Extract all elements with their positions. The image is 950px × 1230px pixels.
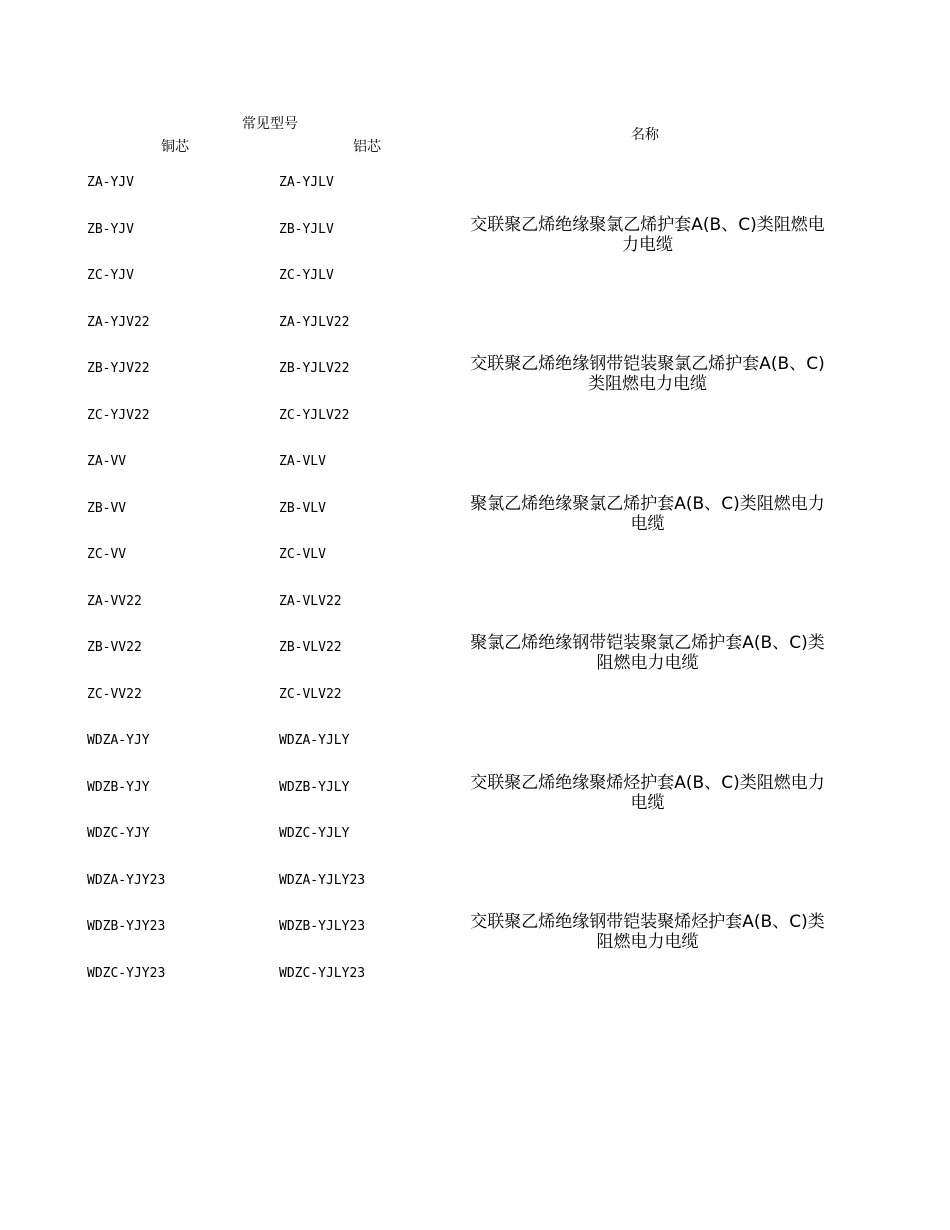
aluminum-model: WDZA-YJLY (279, 733, 350, 748)
aluminum-model: ZB-YJLV22 (279, 361, 350, 376)
copper-model: WDZA-YJY23 (87, 872, 166, 888)
aluminum-model: ZB-VLV (279, 500, 326, 516)
copper-model: ZC-VV22 (87, 686, 142, 702)
table-row (0, 770, 460, 817)
name-group (465, 444, 830, 584)
copper-model: ZA-VV22 (87, 593, 142, 609)
cable-name: 交联聚乙烯绝缘钢带铠装聚烯烃护套A(B、C)类阻燃电力电缆 (470, 912, 825, 953)
cable-name: 交联聚乙烯绝缘钢带铠装聚氯乙烯护套A(B、C)类阻燃电力电缆 (470, 354, 825, 395)
name-group (465, 305, 830, 445)
aluminum-model: ZA-VLV (279, 454, 326, 469)
aluminum-model: ZB-VLV22 (279, 640, 342, 655)
name-group (465, 165, 830, 305)
table-row (0, 444, 460, 491)
copper-model: ZC-YJV (87, 268, 134, 283)
cable-names (465, 165, 830, 1002)
copper-model: ZB-VV (87, 500, 127, 516)
aluminum-model: ZC-YJLV22 (279, 407, 350, 423)
copper-model: ZB-YJV (87, 221, 134, 237)
aluminum-model: WDZA-YJLY23 (279, 872, 366, 888)
aluminum-model: ZA-YJLV (279, 175, 334, 190)
table-row (0, 863, 460, 910)
name-group (465, 863, 830, 1003)
aluminum-model: WDZB-YJLY23 (279, 919, 366, 934)
table-row (0, 584, 460, 631)
aluminum-model: ZC-VLV22 (279, 686, 342, 702)
table-row (0, 491, 460, 538)
table-row (0, 258, 460, 305)
aluminum-model: ZC-YJLV (279, 268, 334, 283)
header-common-models: 常见型号 (242, 116, 298, 132)
copper-model: WDZA-YJY (87, 733, 150, 748)
copper-model: ZA-YJV22 (87, 314, 150, 330)
copper-model: WDZC-YJY23 (87, 965, 166, 981)
table-row (0, 723, 460, 770)
table-row (0, 677, 460, 724)
name-group (465, 723, 830, 863)
name-group (465, 584, 830, 724)
header-aluminum: 铝芯 (353, 139, 381, 155)
copper-model: WDZB-YJY23 (87, 919, 166, 934)
copper-model: ZC-YJV22 (87, 407, 150, 423)
model-rows (0, 165, 460, 1002)
table-row (0, 212, 460, 259)
table-row (0, 398, 460, 445)
aluminum-model: ZC-VLV (279, 547, 326, 562)
aluminum-model: ZB-YJLV (279, 221, 334, 237)
copper-model: ZC-VV (87, 547, 127, 562)
header-copper: 铜芯 (161, 139, 189, 155)
table-row (0, 351, 460, 398)
table-row (0, 816, 460, 863)
aluminum-model: WDZC-YJLY23 (279, 965, 366, 981)
table-row (0, 537, 460, 584)
cable-name: 聚氯乙烯绝缘钢带铠装聚氯乙烯护套A(B、C)类阻燃电力电缆 (470, 633, 825, 674)
copper-model: WDZB-YJY (87, 779, 150, 795)
aluminum-model: ZA-VLV22 (279, 593, 342, 609)
copper-model: ZA-YJV (87, 175, 134, 190)
copper-model: ZA-VV (87, 454, 127, 469)
header-name: 名称 (631, 127, 659, 143)
aluminum-model: WDZB-YJLY (279, 779, 350, 795)
table-row (0, 165, 460, 212)
cable-name: 交联聚乙烯绝缘聚烯烃护套A(B、C)类阻燃电力电缆 (470, 772, 825, 813)
cable-name: 聚氯乙烯绝缘聚氯乙烯护套A(B、C)类阻燃电力电缆 (470, 493, 825, 534)
aluminum-model: ZA-YJLV22 (279, 314, 350, 330)
copper-model: WDZC-YJY (87, 826, 150, 841)
copper-model: ZB-YJV22 (87, 361, 150, 376)
table-row (0, 305, 460, 352)
table-row (0, 956, 460, 1003)
cable-name: 交联聚乙烯绝缘聚氯乙烯护套A(B、C)类阻燃电力电缆 (470, 214, 825, 255)
aluminum-model: WDZC-YJLY (279, 826, 350, 841)
copper-model: ZB-VV22 (87, 640, 142, 655)
table-row (0, 909, 460, 956)
table-row (0, 630, 460, 677)
